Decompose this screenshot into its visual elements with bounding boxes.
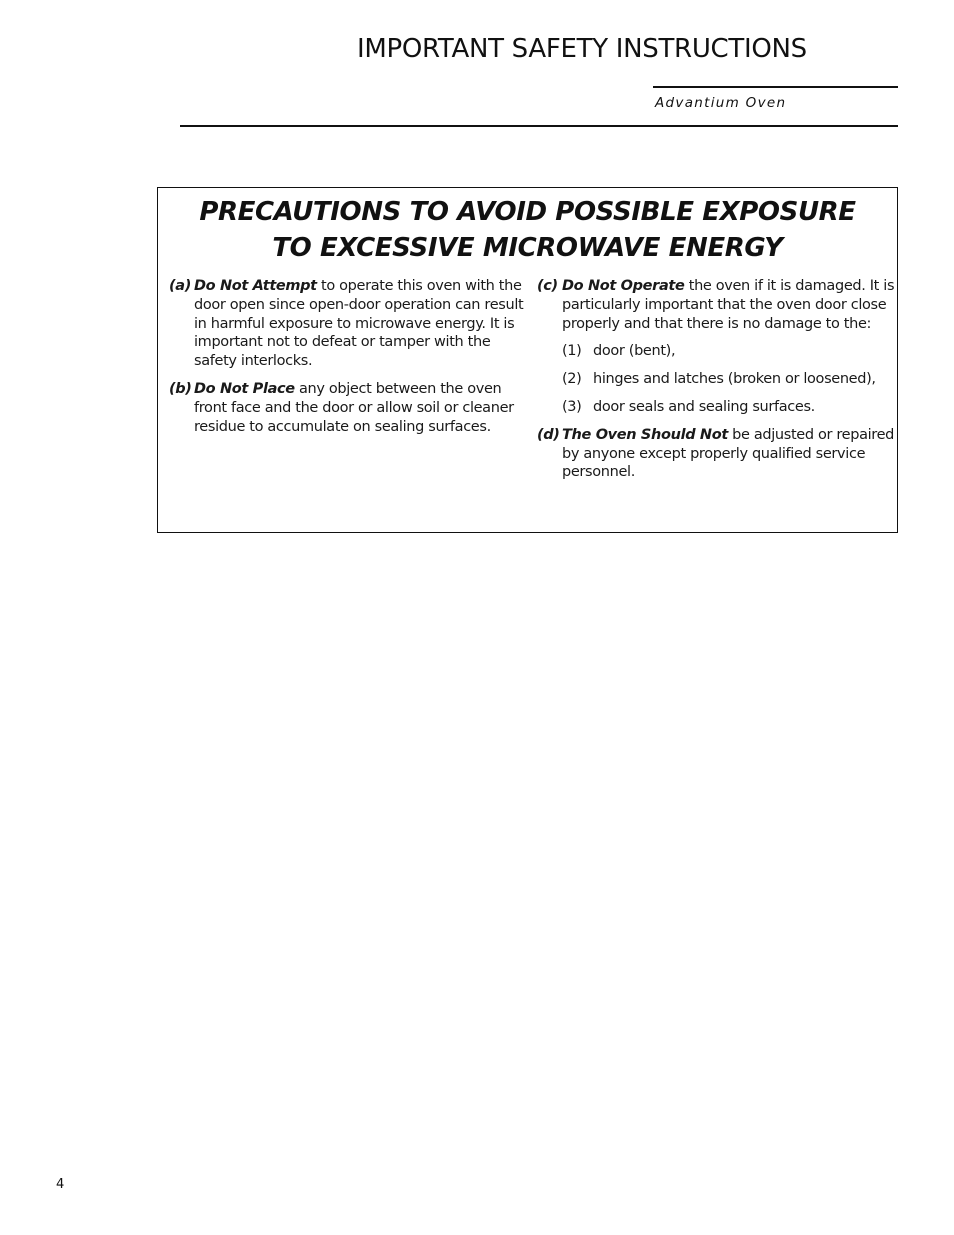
page-number: 4 <box>56 1177 65 1192</box>
subitem-marker: (2) <box>562 371 582 388</box>
precautions-title <box>158 194 897 266</box>
subitem-text: door (bent), <box>593 343 676 360</box>
precaution-item-b <box>169 380 529 436</box>
item-lead: Do Not Operate <box>562 278 685 294</box>
item-marker: (b) <box>169 380 192 397</box>
item-text: be adjusted or repaired by anyone except properly qualified service personnel. <box>562 426 895 481</box>
damage-subitem-2 <box>562 370 897 389</box>
precaution-item-d <box>537 426 897 482</box>
precautions-right-column <box>537 277 897 491</box>
header-short-rule <box>653 86 898 88</box>
subitem-text: door seals and sealing surfaces. <box>593 398 815 415</box>
damage-subitem-1 <box>562 342 897 361</box>
precaution-item-c <box>537 277 897 333</box>
item-lead: The Oven Should Not <box>562 426 728 443</box>
item-text: the oven if it is damaged. It is particularly important that the oven door close properly and that there is no damage to the: <box>562 278 895 332</box>
item-marker: (d) <box>537 426 560 443</box>
page-title: IMPORTANT SAFETY INSTRUCTIONS <box>357 34 807 64</box>
precautions-title-line-2: TO EXCESSIVE MICROWAVE ENERGY <box>272 233 783 263</box>
item-lead: Do Not Attempt <box>194 278 317 294</box>
item-lead: Do Not Place <box>194 380 295 397</box>
item-text: to operate this oven with the door open since open-door operation can result in harmful exposure to microwave energy. It is important not to defeat or tamper with the safety interlocks. <box>194 278 524 370</box>
item-text: any object between the oven front face and the door or allow soil or cleaner residue to accumulate on sealing surfaces. <box>194 380 514 435</box>
subitem-text: hinges and latches (broken or loosened), <box>593 371 876 388</box>
damage-subitem-3 <box>562 398 897 417</box>
item-marker: (a) <box>169 278 191 294</box>
subitem-marker: (1) <box>562 343 582 360</box>
header-divider-rule <box>180 125 898 127</box>
precautions-left-column <box>169 277 529 445</box>
item-marker: (c) <box>537 278 558 294</box>
subitem-marker: (3) <box>562 398 582 415</box>
precautions-box <box>157 187 898 533</box>
precautions-title-line-1: PRECAUTIONS TO AVOID POSSIBLE EXPOSURE <box>199 197 856 227</box>
precaution-item-a <box>169 277 529 371</box>
product-subtitle: Advantium Oven <box>655 95 787 111</box>
